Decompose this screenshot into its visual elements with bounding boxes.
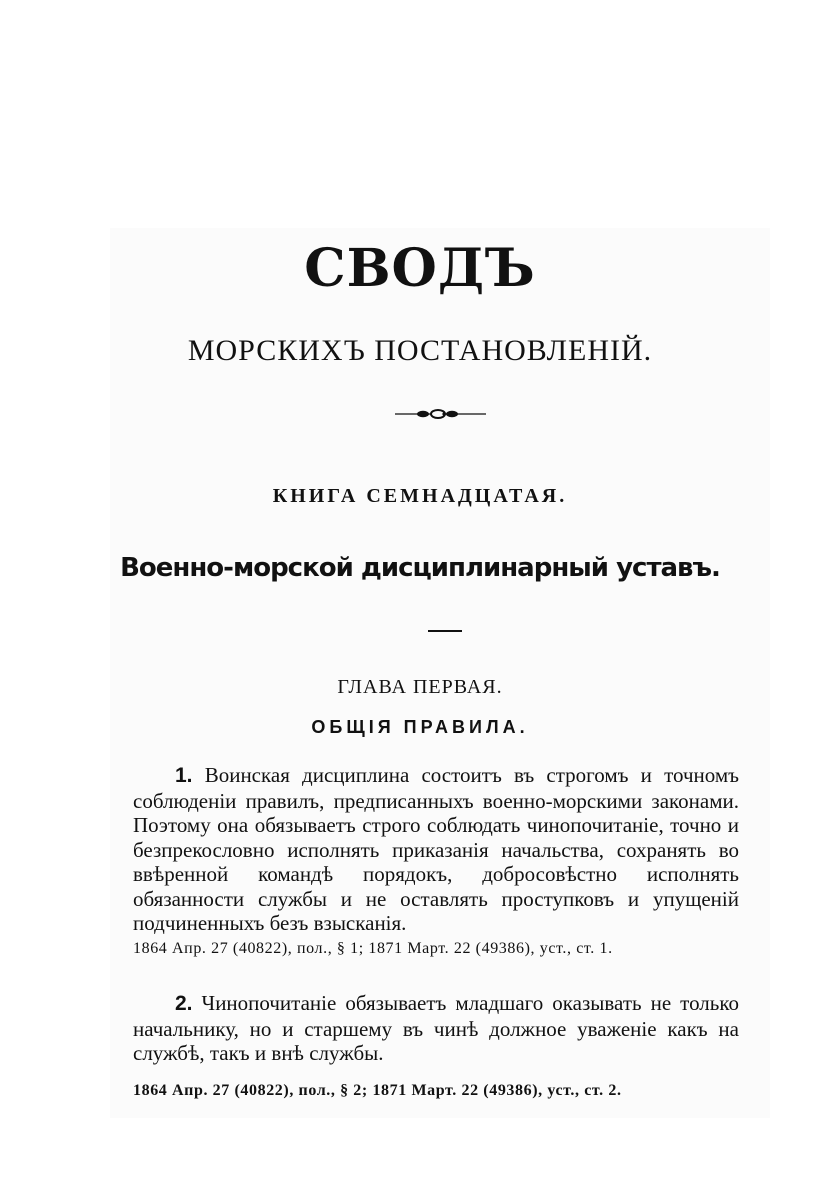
article-number: 2. bbox=[175, 992, 193, 1015]
book-number: КНИГА СЕМНАДЦАТАЯ. bbox=[272, 485, 568, 507]
article-2 bbox=[133, 991, 739, 1066]
article-text: Чинопочитаніе обязываетъ младшаго оказывать не только начальнику, но и старшему въ чинѣ должное уваженіе какъ на службѣ, такъ и внѣ службы. bbox=[133, 991, 739, 1065]
chapter-title: ОБЩІЯ ПРАВИЛА. bbox=[311, 717, 529, 737]
article-1 bbox=[133, 763, 739, 936]
ornament-icon bbox=[0, 404, 840, 424]
article-number: 1. bbox=[175, 764, 193, 787]
article-reference: 1864 Апр. 27 (40822), пол., § 1; 1871 Март. 22 (49386), уст., ст. 1. bbox=[133, 940, 613, 957]
document-title: СВОДЪ bbox=[304, 238, 536, 299]
document-subtitle: МОРСКИХЪ ПОСТАНОВЛЕНІЙ. bbox=[187, 334, 653, 367]
chapter-heading: ГЛАВА ПЕРВАЯ. bbox=[337, 676, 503, 698]
book-title: Военно-морской дисциплинарный уставъ. bbox=[120, 553, 720, 583]
ornament-divider bbox=[0, 404, 840, 424]
section-rule bbox=[428, 630, 462, 632]
article-text: Воинская дисциплина состоитъ въ строгомъ и точномъ соблюденіи правилъ, предписанныхъ военно-морскими законами. Поэтому она обязываетъ строго соблюдать чинопочитаніе, точно и безпрекословно исполнять приказанія начальства, сохранять во ввѣренной командѣ порядокъ, добросовѣстно исполнять обязанности службы и не оставлять проступковъ и упущеній подчиненныхъ безъ взысканія. bbox=[133, 763, 740, 935]
article-reference: 1864 Апр. 27 (40822), пол., § 2; 1871 Март. 22 (49386), уст., ст. 2. bbox=[133, 1082, 622, 1099]
